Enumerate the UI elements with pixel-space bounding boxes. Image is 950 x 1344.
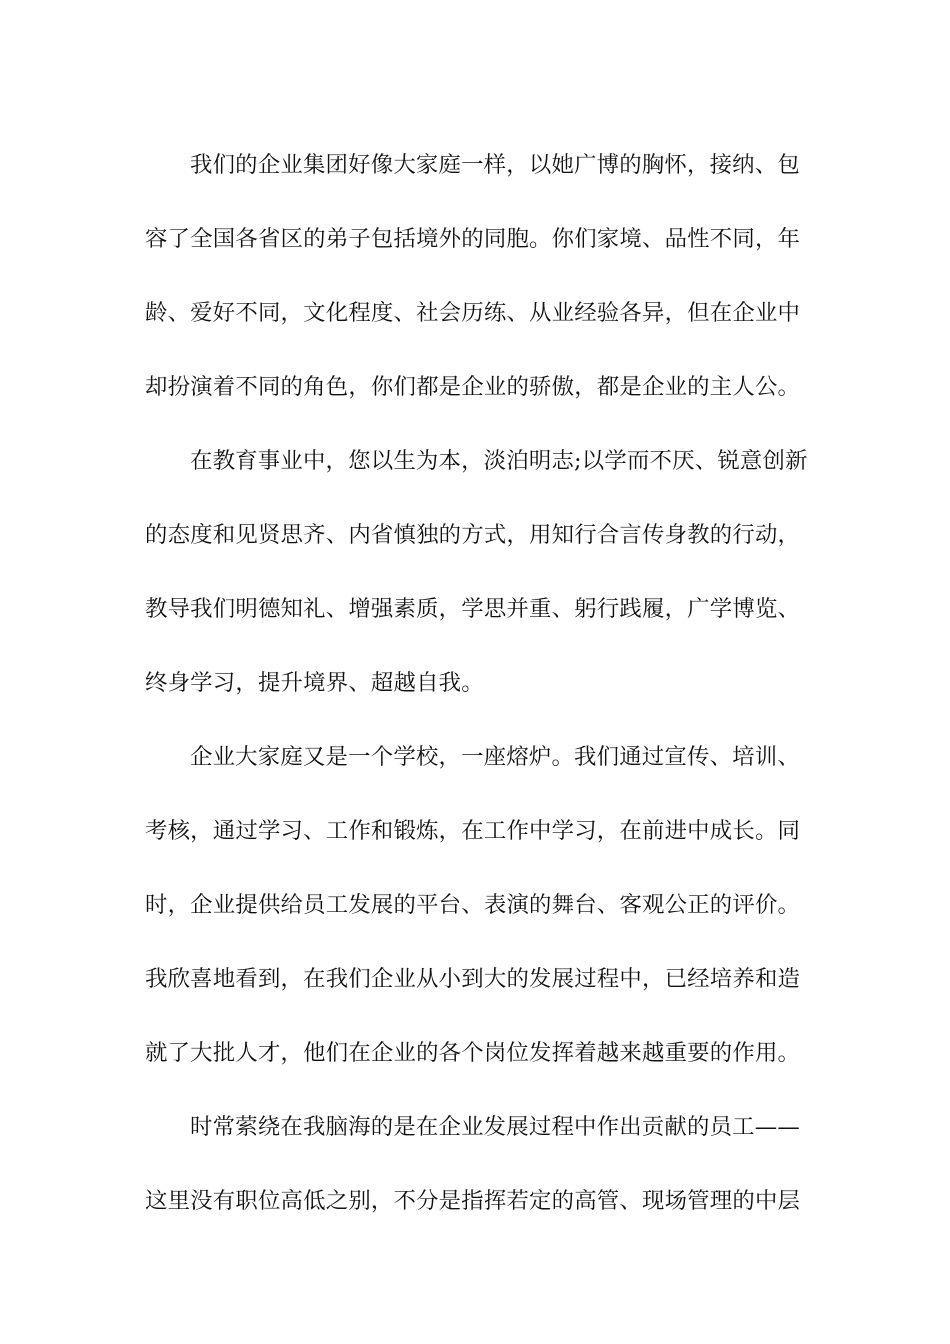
paragraph-3-line-5: 就了大批人才，他们在企业的各个岗位发挥着越来越重要的作用。 <box>145 1040 801 1066</box>
paragraph-2-line-4: 终身学习，提升境界、超越自我。 <box>145 670 484 696</box>
paragraph-1-line-3: 龄、爱好不同，文化程度、社会历练、从业经验各异，但在企业中 <box>145 300 801 326</box>
paragraph-2-line-3: 教导我们明德知礼、增强素质，学思并重、躬行践履，广学博览、 <box>145 596 801 622</box>
document-body <box>145 128 808 1238</box>
paragraph-1-line-2: 容了全国各省区的弟子包括境外的同胞。你们家境、品性不同，年 <box>145 226 801 252</box>
paragraph-3-line-3: 时，企业提供给员工发展的平台、表演的舞台、客观公正的评价。 <box>145 892 801 918</box>
paragraph-1-line-1: 我们的企业集团好像大家庭一样，以她广博的胸怀，接纳、包 <box>190 152 800 178</box>
paragraph-4-line-2: 这里没有职位高低之别，不分是指挥若定的高管、现场管理的中层 <box>145 1188 801 1214</box>
paragraph-3-line-2: 考核，通过学习、工作和锻炼，在工作中学习，在前进中成长。同 <box>145 818 801 844</box>
paragraph-2-line-2: 的态度和见贤思齐、内省慎独的方式，用知行合言传身教的行动， <box>145 522 801 548</box>
paragraph-4-line-1: 时常萦绕在我脑海的是在企业发展过程中作出贡献的员工—— <box>190 1114 800 1140</box>
paragraph-3-line-1: 企业大家庭又是一个学校，一座熔炉。我们通过宣传、培训、 <box>190 744 800 770</box>
paragraph-2-line-1: 在教育事业中，您以生为本，淡泊明志;以学而不厌、锐意创新 <box>190 448 808 474</box>
paragraph-3-line-4: 我欣喜地看到，在我们企业从小到大的发展过程中，已经培养和造 <box>145 966 801 992</box>
paragraph-1-line-4: 却扮演着不同的角色，你们都是企业的骄傲，都是企业的主人公。 <box>145 374 801 400</box>
